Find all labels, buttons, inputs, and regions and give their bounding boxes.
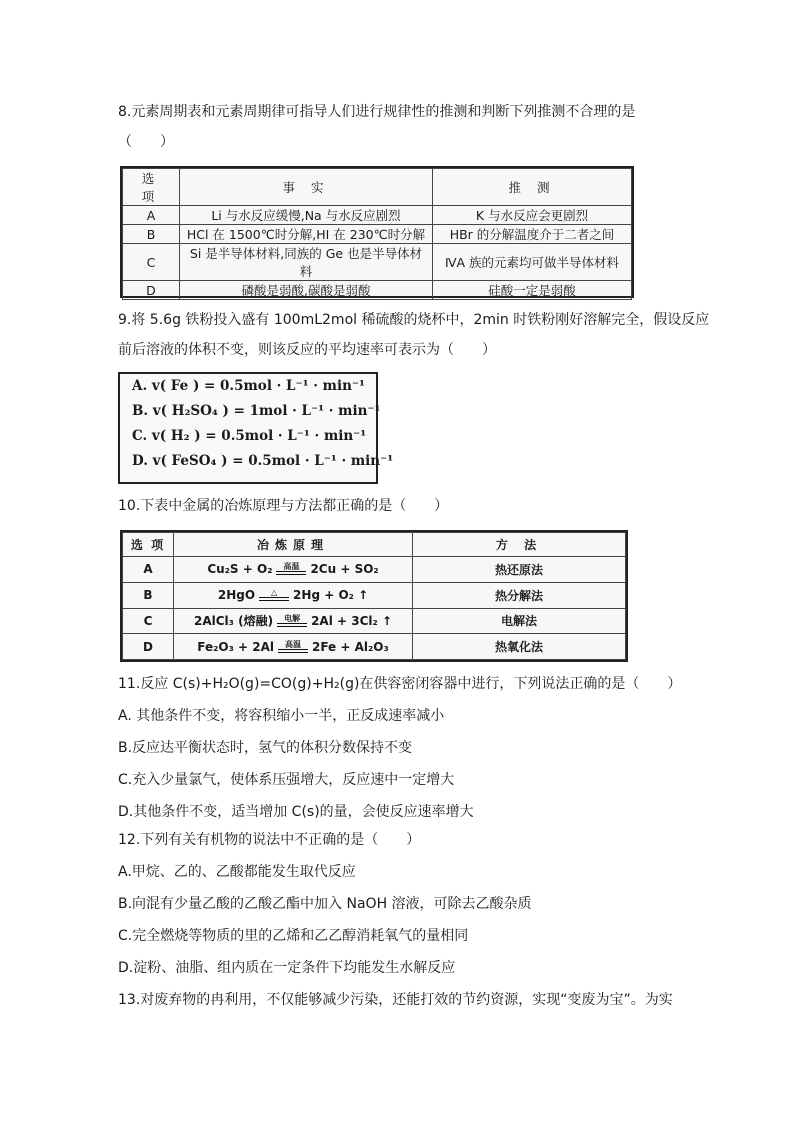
q10-row-a-method: 热还原法 [413, 557, 626, 583]
q10-row-c-method: 电解法 [413, 608, 626, 634]
q11-option-c: C.充入少量氯气，使体系压强增大，反应速中一定增大 [118, 772, 455, 788]
reaction-condition: 电解 [284, 613, 301, 623]
q10-row-d-equation [174, 634, 413, 660]
q10-header-principle: 冶炼原理 [174, 533, 413, 557]
reaction-condition: 高温 [283, 562, 300, 572]
q8-row-b-fact: HCl 在 1500℃时分解,HI 在 230℃时分解 [180, 225, 433, 244]
reaction-arrow [278, 641, 308, 653]
q11-stem: 11.反应 C(s)+H₂O(g)=CO(g)+H₂(g)在供容密闭容器中进行，下列说法正确的是（ ） [118, 676, 682, 692]
q11-option-a: A. 其他条件不变，将容积缩小一半，正反成速率减小 [118, 708, 445, 724]
q12-option-d: D.淀粉、油脂、组内质在一定条件下均能发生水解反应 [118, 960, 456, 976]
table-row [123, 608, 626, 634]
q8-row-b-inference: HBr 的分解温度介于二者之间 [433, 225, 632, 244]
table-row [123, 206, 632, 225]
reaction-condition: 高温 [285, 639, 301, 649]
q8-row-b-option: B [123, 225, 180, 244]
q12-stem: 12.下列有关有机物的说法中不正确的是（ ） [118, 832, 421, 848]
q8-stem: 8.元素周期表和元素周期律可指导人们进行规律性的推测和判断下列推测不合理的是 [118, 104, 636, 120]
q10-row-c-option: C [123, 608, 174, 634]
equation-products: 2Al + 3Cl₂ ↑ [311, 613, 392, 628]
q12-option-c: C.完全燃烧等物质的里的乙烯和乙乙醇消耗氧气的量相同 [118, 928, 469, 944]
equation-reactants: Fe₂O₃ + 2Al [197, 639, 274, 654]
q10-stem: 10.下表中金属的冶炼原理与方法都正确的是（ ） [118, 498, 449, 514]
equation-products: 2Cu + SO₂ [310, 562, 379, 577]
q10-row-a-equation [174, 557, 413, 583]
q9-option-a: A. v( Fe ) = 0.5mol · L⁻¹ · min⁻¹ [132, 378, 365, 394]
q8-row-a-fact: Li 与水反应缓慢,Na 与水反应剧烈 [180, 206, 433, 225]
q8-table [120, 166, 634, 298]
q10-row-c-equation [174, 608, 413, 634]
q8-row-c-inference: ⅣA 族的元素均可做半导体材料 [433, 244, 632, 281]
q9-stem-line1: 9.将 5.6g 铁粉投入盛有 100mL2mol 稀硫酸的烧杯中，2min 时铁粉刚好溶解完全，假设反应 [118, 312, 710, 328]
q8-row-a-inference: K 与水反应会更剧烈 [433, 206, 632, 225]
table-row [123, 634, 626, 660]
q10-row-a-option: A [123, 557, 174, 583]
q9-option-c: C. v( H₂ ) = 0.5mol · L⁻¹ · min⁻¹ [132, 428, 367, 444]
q8-header-option: 选 项 [123, 169, 180, 206]
reaction-arrow [277, 615, 307, 627]
q8-row-c-fact: Si 是半导体材料,同族的 Ge 也是半导体材料 [180, 244, 433, 281]
q10-row-b-equation [174, 582, 413, 608]
q9-option-b: B. v( H₂SO₄ ) = 1mol · L⁻¹ · min⁻¹ [132, 403, 381, 419]
q8-header-inference: 推 测 [433, 169, 632, 206]
q10-row-d-method: 热氧化法 [413, 634, 626, 660]
table-row [123, 244, 632, 281]
equation-reactants: Cu₂S + O₂ [207, 562, 273, 577]
q9-options-box [118, 372, 394, 484]
equation-reactants: 2AlCl₃ (熔融) [194, 614, 274, 629]
q8-row-d-fact: 磷酸是弱酸,碳酸是弱酸 [180, 281, 433, 300]
equation-products: 2Fe + Al₂O₃ [312, 639, 389, 654]
q8-row-d-option: D [123, 281, 180, 300]
q8-row-a-option: A [123, 206, 180, 225]
q8-header-fact: 事 实 [180, 169, 433, 206]
q10-table [120, 530, 628, 662]
q8-row-d-inference: 硅酸一定是弱酸 [433, 281, 632, 300]
q10-header-method: 方 法 [413, 533, 626, 557]
q10-row-d-option: D [123, 634, 174, 660]
q13-stem: 13.对废弃物的冉利用，不仅能够减少污染，还能打效的节约资源，实现“变废为宝”。为实 [118, 992, 673, 1008]
reaction-arrow [276, 563, 306, 575]
q11-option-d: D.其他条件不变，适当增加 C(s)的量，会使反应速率增大 [118, 804, 474, 820]
q10-header-option: 选 项 [123, 533, 174, 557]
q9-option-d: D. v( FeSO₄ ) = 0.5mol · L⁻¹ · min⁻¹ [132, 453, 394, 469]
reaction-arrow [259, 589, 289, 601]
q8-blank: （ ） [118, 134, 174, 150]
q10-row-b-method: 热分解法 [413, 582, 626, 608]
q12-option-a: A.甲烷、乙的、乙酸都能发生取代反应 [118, 864, 356, 880]
equation-reactants: 2HgO [217, 588, 256, 603]
table-row [123, 225, 632, 244]
q11-option-b: B.反应达平衡状态时，氢气的体积分数保持不变 [118, 740, 413, 756]
equation-products: 2Hg + O₂ ↑ [293, 588, 369, 603]
table-row [123, 557, 626, 583]
reaction-condition: △ [270, 588, 278, 598]
table-row [123, 582, 626, 608]
q10-row-b-option: B [123, 582, 174, 608]
q12-option-b: B.向混有少量乙酸的乙酸乙酯中加入 NaOH 溶液，可除去乙酸杂质 [118, 896, 532, 912]
q8-row-c-option: C [123, 244, 180, 281]
table-row [123, 281, 632, 300]
q9-stem-line2: 前后溶液的体积不变，则该反应的平均速率可表示为（ ） [118, 342, 496, 358]
